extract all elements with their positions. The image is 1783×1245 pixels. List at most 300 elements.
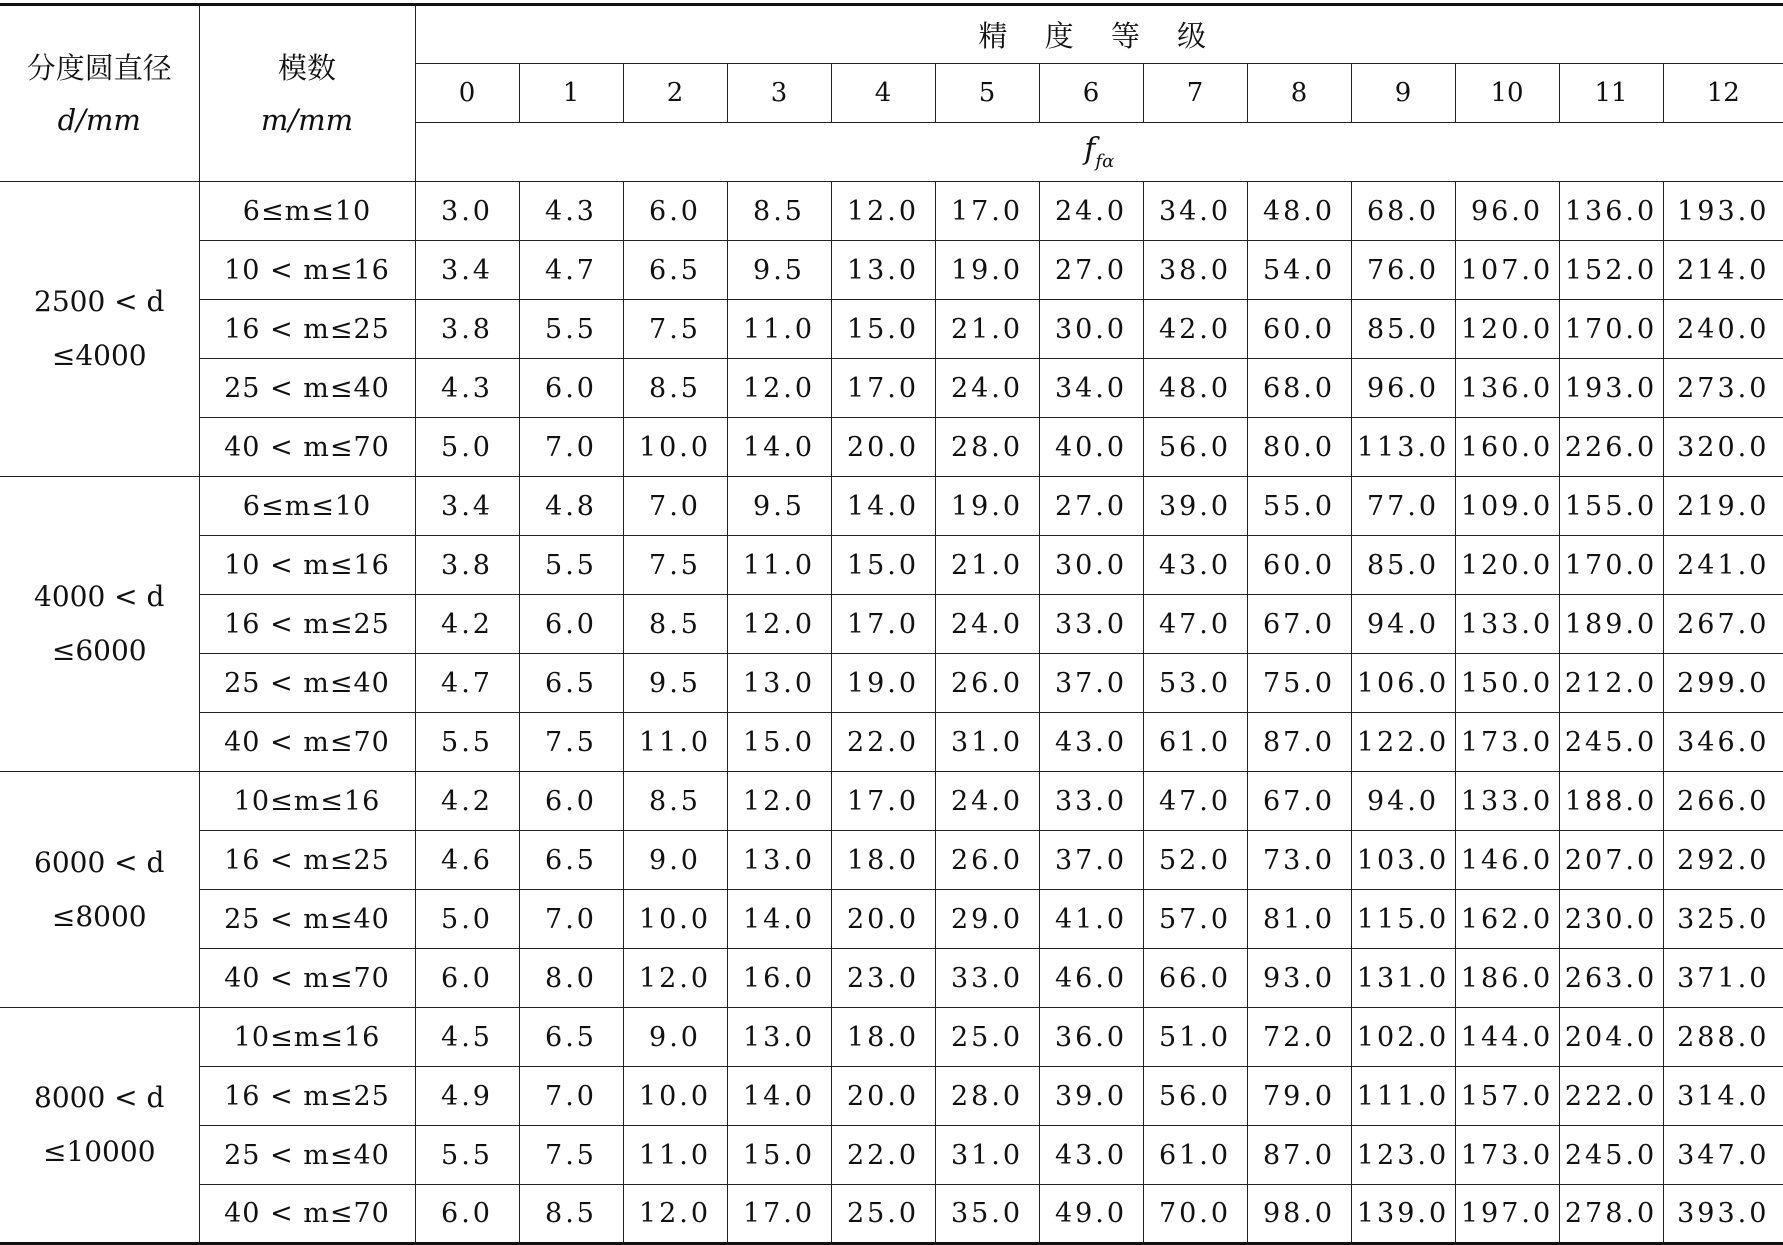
value-cell: 325.0 (1663, 890, 1783, 949)
value-cell: 263.0 (1559, 949, 1663, 1008)
table-row (0, 241, 1783, 300)
value-cell: 189.0 (1559, 595, 1663, 654)
value-cell: 346.0 (1663, 713, 1783, 772)
value-cell: 207.0 (1559, 831, 1663, 890)
diameter-range-cell (0, 182, 199, 477)
value-cell: 6.0 (519, 595, 623, 654)
module-range-cell: 10≤m≤16 (199, 772, 415, 831)
value-cell: 8.5 (623, 595, 727, 654)
value-cell: 96.0 (1351, 359, 1455, 418)
value-cell: 96.0 (1455, 182, 1559, 241)
value-cell: 57.0 (1143, 890, 1247, 949)
value-cell: 241.0 (1663, 536, 1783, 595)
value-cell: 56.0 (1143, 1067, 1247, 1126)
value-cell: 87.0 (1247, 713, 1351, 772)
value-cell: 33.0 (935, 949, 1039, 1008)
module-range-cell: 10 < m≤16 (199, 536, 415, 595)
value-cell: 8.5 (519, 1185, 623, 1244)
diameter-range-upper: ≤6000 (51, 634, 147, 667)
value-cell: 133.0 (1455, 595, 1559, 654)
value-cell: 109.0 (1455, 477, 1559, 536)
value-cell: 347.0 (1663, 1126, 1783, 1185)
value-cell: 6.5 (519, 654, 623, 713)
value-cell: 123.0 (1351, 1126, 1455, 1185)
value-cell: 245.0 (1559, 713, 1663, 772)
value-cell: 30.0 (1039, 300, 1143, 359)
value-cell: 77.0 (1351, 477, 1455, 536)
diameter-range-lower: 4000 < d (34, 580, 165, 613)
value-cell: 26.0 (935, 654, 1039, 713)
value-cell: 17.0 (831, 359, 935, 418)
value-cell: 6.5 (623, 241, 727, 300)
value-cell: 5.0 (415, 418, 519, 477)
grade-title: 精 度 等 级 (415, 5, 1783, 64)
value-cell: 16.0 (727, 949, 831, 1008)
diameter-range-lower: 2500 < d (34, 285, 165, 318)
value-cell: 4.3 (415, 359, 519, 418)
diameter-header (0, 5, 199, 182)
value-cell: 6.5 (519, 1008, 623, 1067)
table-row (0, 890, 1783, 949)
value-cell: 68.0 (1247, 359, 1351, 418)
grade-column-header: 2 (623, 64, 727, 123)
value-cell: 41.0 (1039, 890, 1143, 949)
value-cell: 61.0 (1143, 713, 1247, 772)
value-cell: 240.0 (1663, 300, 1783, 359)
value-cell: 34.0 (1143, 182, 1247, 241)
value-cell: 10.0 (623, 1067, 727, 1126)
value-cell: 371.0 (1663, 949, 1783, 1008)
value-cell: 19.0 (935, 241, 1039, 300)
table-row (0, 713, 1783, 772)
value-cell: 4.7 (415, 654, 519, 713)
value-cell: 66.0 (1143, 949, 1247, 1008)
value-cell: 7.5 (623, 300, 727, 359)
value-cell: 320.0 (1663, 418, 1783, 477)
value-cell: 30.0 (1039, 536, 1143, 595)
value-cell: 14.0 (727, 1067, 831, 1126)
value-cell: 80.0 (1247, 418, 1351, 477)
value-cell: 10.0 (623, 890, 727, 949)
value-cell: 15.0 (831, 536, 935, 595)
grade-column-header: 3 (727, 64, 831, 123)
diameter-range-upper: ≤8000 (51, 899, 147, 933)
value-cell: 230.0 (1559, 890, 1663, 949)
value-cell: 14.0 (727, 418, 831, 477)
value-cell: 131.0 (1351, 949, 1455, 1008)
value-cell: 170.0 (1559, 300, 1663, 359)
value-cell: 20.0 (831, 890, 935, 949)
value-cell: 3.0 (415, 182, 519, 241)
module-range-cell: 40 < m≤70 (199, 1185, 415, 1244)
value-cell: 267.0 (1663, 595, 1783, 654)
value-cell: 245.0 (1559, 1126, 1663, 1185)
value-cell: 4.9 (415, 1067, 519, 1126)
value-cell: 60.0 (1247, 300, 1351, 359)
value-cell: 13.0 (831, 241, 935, 300)
value-cell: 222.0 (1559, 1067, 1663, 1126)
table-row (0, 477, 1783, 536)
value-cell: 23.0 (831, 949, 935, 1008)
module-range-cell: 25 < m≤40 (199, 1126, 415, 1185)
value-cell: 19.0 (935, 477, 1039, 536)
value-cell: 98.0 (1247, 1185, 1351, 1244)
value-cell: 115.0 (1351, 890, 1455, 949)
module-header (199, 5, 415, 182)
value-cell: 9.5 (727, 477, 831, 536)
value-cell: 52.0 (1143, 831, 1247, 890)
value-cell: 13.0 (727, 654, 831, 713)
value-cell: 9.5 (727, 241, 831, 300)
value-cell: 113.0 (1351, 418, 1455, 477)
value-cell: 120.0 (1455, 536, 1559, 595)
value-cell: 39.0 (1143, 477, 1247, 536)
value-cell: 292.0 (1663, 831, 1783, 890)
grade-column-header: 12 (1663, 64, 1783, 123)
value-cell: 72.0 (1247, 1008, 1351, 1067)
value-cell: 214.0 (1663, 241, 1783, 300)
tolerance-table (0, 3, 1783, 1245)
value-cell: 193.0 (1559, 359, 1663, 418)
value-cell: 67.0 (1247, 772, 1351, 831)
value-cell: 152.0 (1559, 241, 1663, 300)
symbol-main: f (1084, 132, 1096, 167)
value-cell: 226.0 (1559, 418, 1663, 477)
grade-column-header: 1 (519, 64, 623, 123)
value-cell: 31.0 (935, 713, 1039, 772)
value-cell: 278.0 (1559, 1185, 1663, 1244)
value-cell: 10.0 (623, 418, 727, 477)
grade-column-header: 7 (1143, 64, 1247, 123)
value-cell: 12.0 (727, 595, 831, 654)
value-cell: 157.0 (1455, 1067, 1559, 1126)
value-cell: 188.0 (1559, 772, 1663, 831)
value-cell: 103.0 (1351, 831, 1455, 890)
value-cell: 46.0 (1039, 949, 1143, 1008)
value-cell: 150.0 (1455, 654, 1559, 713)
value-cell: 8.5 (623, 359, 727, 418)
value-cell: 204.0 (1559, 1008, 1663, 1067)
value-cell: 19.0 (831, 654, 935, 713)
value-cell: 25.0 (831, 1185, 935, 1244)
value-cell: 13.0 (727, 831, 831, 890)
value-cell: 61.0 (1143, 1126, 1247, 1185)
diameter-range-cell (0, 477, 199, 772)
grade-column-header: 10 (1455, 64, 1559, 123)
grade-column-header: 5 (935, 64, 1039, 123)
value-cell: 49.0 (1039, 1185, 1143, 1244)
value-cell: 54.0 (1247, 241, 1351, 300)
value-cell: 219.0 (1663, 477, 1783, 536)
value-cell: 111.0 (1351, 1067, 1455, 1126)
value-cell: 94.0 (1351, 772, 1455, 831)
value-cell: 24.0 (935, 359, 1039, 418)
value-cell: 24.0 (935, 595, 1039, 654)
value-cell: 11.0 (727, 536, 831, 595)
value-cell: 9.0 (623, 1008, 727, 1067)
diameter-range-upper: ≤4000 (51, 339, 147, 372)
value-cell: 212.0 (1559, 654, 1663, 713)
value-cell: 173.0 (1455, 713, 1559, 772)
value-cell: 314.0 (1663, 1067, 1783, 1126)
value-cell: 8.5 (623, 772, 727, 831)
value-cell: 67.0 (1247, 595, 1351, 654)
value-cell: 9.0 (623, 831, 727, 890)
value-cell: 4.3 (519, 182, 623, 241)
value-cell: 6.0 (519, 772, 623, 831)
module-range-cell: 25 < m≤40 (199, 890, 415, 949)
value-cell: 3.8 (415, 536, 519, 595)
value-cell: 68.0 (1351, 182, 1455, 241)
value-cell: 40.0 (1039, 418, 1143, 477)
module-range-cell: 10≤m≤16 (199, 1008, 415, 1067)
value-cell: 12.0 (727, 359, 831, 418)
value-cell: 9.5 (623, 654, 727, 713)
value-cell: 107.0 (1455, 241, 1559, 300)
value-cell: 136.0 (1455, 359, 1559, 418)
module-range-cell: 25 < m≤40 (199, 359, 415, 418)
value-cell: 93.0 (1247, 949, 1351, 1008)
value-cell: 39.0 (1039, 1067, 1143, 1126)
value-cell: 11.0 (623, 1126, 727, 1185)
module-range-cell: 6≤m≤10 (199, 182, 415, 241)
value-cell: 15.0 (831, 300, 935, 359)
table-row (0, 182, 1783, 241)
value-cell: 17.0 (831, 772, 935, 831)
table-row (0, 949, 1783, 1008)
diameter-range-lower: 6000 < d (34, 845, 165, 879)
value-cell: 18.0 (831, 831, 935, 890)
table-row (0, 772, 1783, 831)
value-cell: 11.0 (727, 300, 831, 359)
diameter-range-cell (0, 772, 199, 1008)
module-range-cell: 40 < m≤70 (199, 418, 415, 477)
value-cell: 106.0 (1351, 654, 1455, 713)
value-cell: 48.0 (1143, 359, 1247, 418)
table-row (0, 418, 1783, 477)
value-cell: 4.7 (519, 241, 623, 300)
diameter-range-cell (0, 1008, 199, 1244)
value-cell: 133.0 (1455, 772, 1559, 831)
value-cell: 14.0 (727, 890, 831, 949)
value-cell: 193.0 (1663, 182, 1783, 241)
value-cell: 6.0 (415, 1185, 519, 1244)
value-cell: 29.0 (935, 890, 1039, 949)
value-cell: 139.0 (1351, 1185, 1455, 1244)
grade-column-header: 0 (415, 64, 519, 123)
diameter-label: 分度圆直径 (26, 50, 172, 85)
value-cell: 28.0 (935, 418, 1039, 477)
value-cell: 4.2 (415, 595, 519, 654)
value-cell: 33.0 (1039, 772, 1143, 831)
table-row (0, 300, 1783, 359)
value-cell: 8.5 (727, 182, 831, 241)
value-cell: 266.0 (1663, 772, 1783, 831)
value-cell: 47.0 (1143, 595, 1247, 654)
value-cell: 37.0 (1039, 831, 1143, 890)
value-cell: 79.0 (1247, 1067, 1351, 1126)
value-cell: 12.0 (623, 1185, 727, 1244)
value-cell: 85.0 (1351, 300, 1455, 359)
value-cell: 7.0 (623, 477, 727, 536)
table-row (0, 831, 1783, 890)
value-cell: 28.0 (935, 1067, 1039, 1126)
value-cell: 12.0 (623, 949, 727, 1008)
symbol-subscript: fα (1095, 151, 1115, 172)
table-row (0, 1126, 1783, 1185)
value-cell: 393.0 (1663, 1185, 1783, 1244)
value-cell: 17.0 (727, 1185, 831, 1244)
value-cell: 170.0 (1559, 536, 1663, 595)
value-cell: 38.0 (1143, 241, 1247, 300)
value-cell: 160.0 (1455, 418, 1559, 477)
value-cell: 186.0 (1455, 949, 1559, 1008)
value-cell: 5.0 (415, 890, 519, 949)
value-cell: 33.0 (1039, 595, 1143, 654)
value-cell: 17.0 (935, 182, 1039, 241)
value-cell: 55.0 (1247, 477, 1351, 536)
value-cell: 26.0 (935, 831, 1039, 890)
diameter-range-upper: ≤10000 (42, 1135, 156, 1168)
module-range-cell: 40 < m≤70 (199, 713, 415, 772)
value-cell: 70.0 (1143, 1185, 1247, 1244)
grade-column-header: 4 (831, 64, 935, 123)
value-cell: 36.0 (1039, 1008, 1143, 1067)
symbol-header (415, 123, 1783, 182)
value-cell: 122.0 (1351, 713, 1455, 772)
value-cell: 15.0 (727, 713, 831, 772)
value-cell: 21.0 (935, 536, 1039, 595)
value-cell: 146.0 (1455, 831, 1559, 890)
value-cell: 7.0 (519, 418, 623, 477)
module-range-cell: 16 < m≤25 (199, 1067, 415, 1126)
grade-column-header: 6 (1039, 64, 1143, 123)
module-range-cell: 16 < m≤25 (199, 831, 415, 890)
value-cell: 11.0 (623, 713, 727, 772)
value-cell: 94.0 (1351, 595, 1455, 654)
value-cell: 155.0 (1559, 477, 1663, 536)
value-cell: 173.0 (1455, 1126, 1559, 1185)
value-cell: 162.0 (1455, 890, 1559, 949)
value-cell: 7.5 (519, 1126, 623, 1185)
value-cell: 75.0 (1247, 654, 1351, 713)
table-row (0, 536, 1783, 595)
table-row (0, 1008, 1783, 1067)
value-cell: 51.0 (1143, 1008, 1247, 1067)
value-cell: 60.0 (1247, 536, 1351, 595)
value-cell: 6.0 (519, 359, 623, 418)
value-cell: 4.2 (415, 772, 519, 831)
value-cell: 288.0 (1663, 1008, 1783, 1067)
value-cell: 7.5 (623, 536, 727, 595)
value-cell: 20.0 (831, 418, 935, 477)
value-cell: 8.0 (519, 949, 623, 1008)
grade-column-header: 9 (1351, 64, 1455, 123)
value-cell: 6.0 (415, 949, 519, 1008)
value-cell: 43.0 (1143, 536, 1247, 595)
value-cell: 76.0 (1351, 241, 1455, 300)
value-cell: 43.0 (1039, 1126, 1143, 1185)
value-cell: 48.0 (1247, 182, 1351, 241)
value-cell: 21.0 (935, 300, 1039, 359)
value-cell: 31.0 (935, 1126, 1039, 1185)
value-cell: 3.8 (415, 300, 519, 359)
value-cell: 136.0 (1559, 182, 1663, 241)
value-cell: 5.5 (519, 300, 623, 359)
value-cell: 18.0 (831, 1008, 935, 1067)
value-cell: 6.0 (623, 182, 727, 241)
value-cell: 42.0 (1143, 300, 1247, 359)
diameter-range-lower: 8000 < d (34, 1081, 165, 1114)
module-range-cell: 40 < m≤70 (199, 949, 415, 1008)
value-cell: 12.0 (831, 182, 935, 241)
value-cell: 22.0 (831, 713, 935, 772)
value-cell: 87.0 (1247, 1126, 1351, 1185)
value-cell: 34.0 (1039, 359, 1143, 418)
grade-column-header: 11 (1559, 64, 1663, 123)
value-cell: 7.0 (519, 890, 623, 949)
table-row (0, 359, 1783, 418)
value-cell: 47.0 (1143, 772, 1247, 831)
table-row (0, 654, 1783, 713)
table-row (0, 595, 1783, 654)
value-cell: 4.5 (415, 1008, 519, 1067)
value-cell: 37.0 (1039, 654, 1143, 713)
value-cell: 5.5 (415, 1126, 519, 1185)
value-cell: 3.4 (415, 477, 519, 536)
table-row (0, 1185, 1783, 1244)
value-cell: 25.0 (935, 1008, 1039, 1067)
module-range-cell: 16 < m≤25 (199, 595, 415, 654)
value-cell: 6.5 (519, 831, 623, 890)
value-cell: 4.6 (415, 831, 519, 890)
value-cell: 35.0 (935, 1185, 1039, 1244)
value-cell: 5.5 (519, 536, 623, 595)
value-cell: 43.0 (1039, 713, 1143, 772)
value-cell: 3.4 (415, 241, 519, 300)
value-cell: 299.0 (1663, 654, 1783, 713)
value-cell: 22.0 (831, 1126, 935, 1185)
diameter-unit: d/mm (57, 102, 141, 137)
value-cell: 7.0 (519, 1067, 623, 1126)
value-cell: 73.0 (1247, 831, 1351, 890)
value-cell: 12.0 (727, 772, 831, 831)
value-cell: 24.0 (935, 772, 1039, 831)
value-cell: 4.8 (519, 477, 623, 536)
module-range-cell: 16 < m≤25 (199, 300, 415, 359)
value-cell: 20.0 (831, 1067, 935, 1126)
module-unit: m/mm (260, 102, 354, 137)
value-cell: 81.0 (1247, 890, 1351, 949)
value-cell: 5.5 (415, 713, 519, 772)
value-cell: 17.0 (831, 595, 935, 654)
value-cell: 85.0 (1351, 536, 1455, 595)
grade-column-header: 8 (1247, 64, 1351, 123)
value-cell: 53.0 (1143, 654, 1247, 713)
value-cell: 7.5 (519, 713, 623, 772)
value-cell: 102.0 (1351, 1008, 1455, 1067)
value-cell: 56.0 (1143, 418, 1247, 477)
module-range-cell: 6≤m≤10 (199, 477, 415, 536)
value-cell: 273.0 (1663, 359, 1783, 418)
value-cell: 197.0 (1455, 1185, 1559, 1244)
value-cell: 27.0 (1039, 477, 1143, 536)
value-cell: 120.0 (1455, 300, 1559, 359)
value-cell: 24.0 (1039, 182, 1143, 241)
value-cell: 14.0 (831, 477, 935, 536)
value-cell: 27.0 (1039, 241, 1143, 300)
value-cell: 144.0 (1455, 1008, 1559, 1067)
